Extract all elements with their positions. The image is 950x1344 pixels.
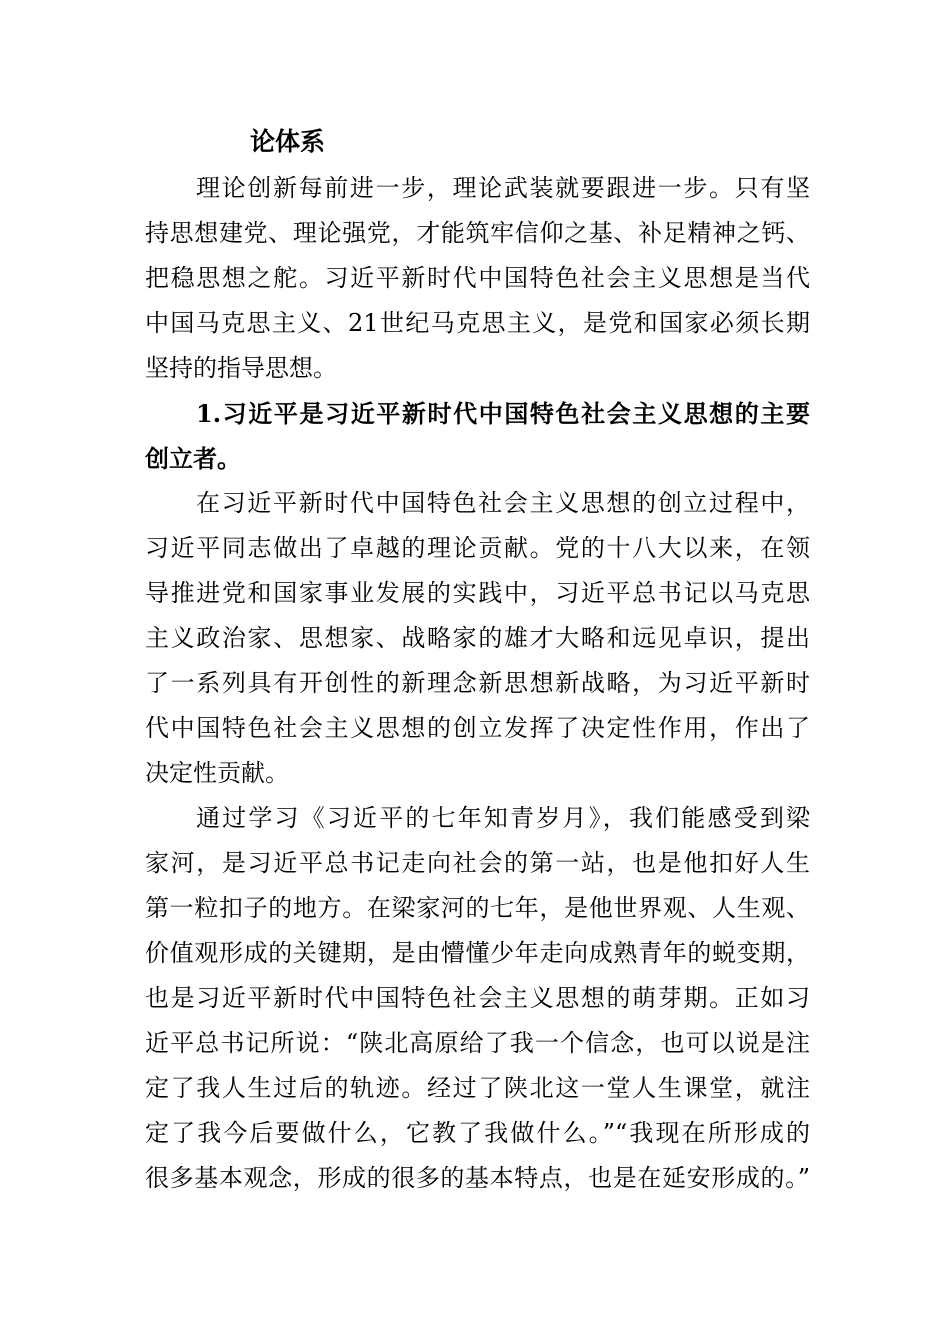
paragraph-1-line-5: 坚持的指导思想。 — [145, 354, 337, 382]
paragraph-2-line-6: 代中国特色社会主义思想的创立发挥了决定性作用，作出了 — [145, 714, 810, 742]
paragraph-3-line-7: 定了我人生过后的轨迹。经过了陕北这一堂人生课堂，就注 — [145, 1074, 810, 1102]
paragraph-3-line-8: 定了我今后要做什么，它教了我做什么。”“我现在所形成的 — [145, 1119, 810, 1147]
paragraph-2-line-7: 决定性贡献。 — [145, 759, 289, 787]
paragraph-3-line-6: 近平总书记所说：“陕北高原给了我一个信念，也可以说是注 — [145, 1029, 810, 1057]
paragraph-3-line-9: 很多基本观念，形成的很多的基本特点，也是在延安形成的。” — [145, 1164, 810, 1192]
paragraph-3-line-3: 第一粒扣子的地方。在梁家河的七年，是他世界观、人生观、 — [145, 894, 810, 922]
paragraph-1-line-3: 把稳思想之舵。习近平新时代中国特色社会主义思想是当代 — [145, 264, 810, 292]
paragraph-1-line-2: 持思想建党、理论强党，才能筑牢信仰之基、补足精神之钙、 — [145, 219, 810, 247]
paragraph-3-line-4: 价值观形成的关键期，是由懵懂少年走向成熟青年的蜕变期， — [145, 939, 810, 967]
paragraph-2-line-5: 了一系列具有开创性的新理念新思想新战略，为习近平新时 — [145, 669, 810, 697]
paragraph-1-line-4: 中国马克思主义、21世纪马克思主义，是党和国家必须长期 — [145, 309, 810, 337]
paragraph-3-line-2: 家河，是习近平总书记走向社会的第一站，也是他扣好人生 — [145, 849, 810, 877]
subheading-line-2: 创立者。 — [145, 444, 241, 473]
section-heading: 论体系 — [250, 127, 326, 156]
paragraph-2-line-2: 习近平同志做出了卓越的理论贡献。党的十八大以来，在领 — [145, 534, 810, 562]
paragraph-3-line-1: 通过学习《习近平的七年知青岁月》，我们能感受到梁 — [196, 804, 810, 832]
paragraph-2-line-3: 导推进党和国家事业发展的实践中，习近平总书记以马克思 — [145, 579, 810, 607]
paragraph-1-line-1: 理论创新每前进一步，理论武装就要跟进一步。只有坚 — [196, 174, 810, 202]
subheading-line-1: 1.习近平是习近平新时代中国特色社会主义思想的主要 — [196, 399, 810, 428]
paragraph-2-line-4: 主义政治家、思想家、战略家的雄才大略和远见卓识，提出 — [145, 624, 810, 652]
paragraph-3-line-5: 也是习近平新时代中国特色社会主义思想的萌芽期。正如习 — [145, 984, 810, 1012]
paragraph-2-line-1: 在习近平新时代中国特色社会主义思想的创立过程中， — [196, 489, 810, 517]
